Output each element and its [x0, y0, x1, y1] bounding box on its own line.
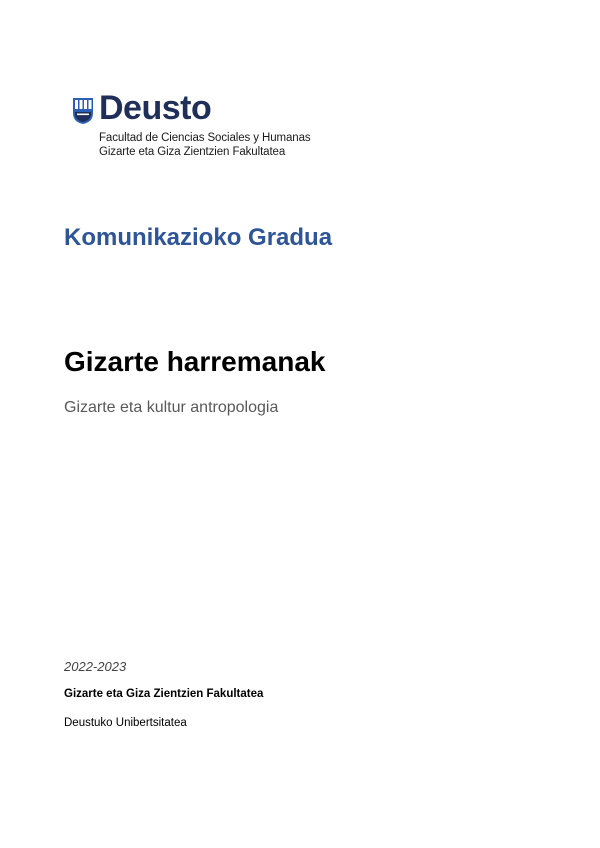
university-name: Deustuko Unibertsitatea	[64, 717, 187, 729]
faculty-name: Gizarte eta Giza Zientzien Fakultatea	[64, 688, 264, 700]
degree-title: Komunikazioko Gradua	[64, 224, 333, 251]
academic-year: 2022-2023	[64, 659, 127, 674]
university-logo	[72, 89, 332, 164]
course-title: Gizarte harremanak	[64, 346, 326, 377]
deusto-shield-icon	[72, 97, 94, 125]
logo-subtitle-basque: Gizarte eta Giza Zientzien Fakultatea	[99, 146, 286, 158]
course-subtitle: Gizarte eta kultur antropologia	[64, 399, 279, 416]
logo-wordmark: Deusto	[99, 89, 212, 127]
logo-subtitle-spanish: Facultad de Ciencias Sociales y Humanas	[99, 132, 311, 144]
